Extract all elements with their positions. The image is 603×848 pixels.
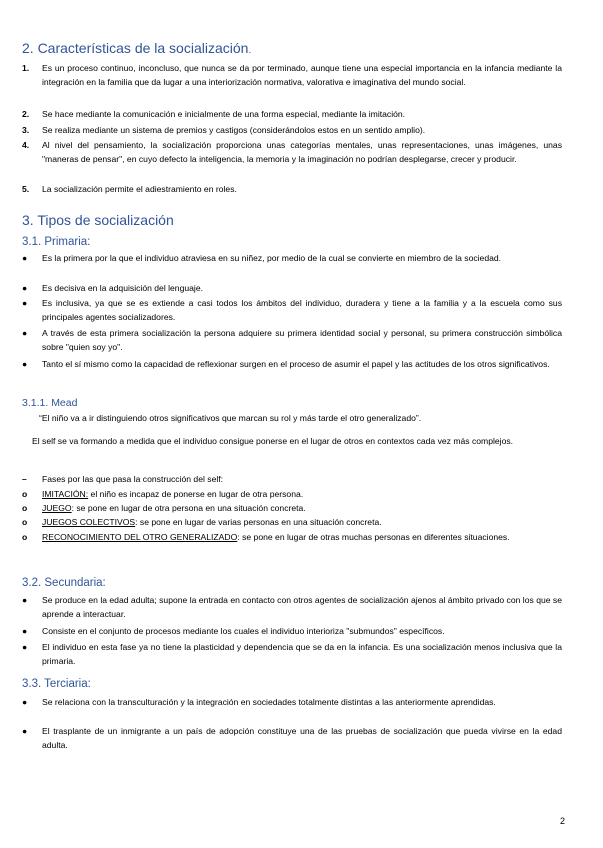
section-3-heading: 3. Tipos de socialización: [22, 212, 174, 228]
primaria-heading: 3.1. Primaria:: [22, 236, 91, 248]
list-item: ● Es la primera por la que el individuo atraviesa en su niñez, por medio de la cual se convierte en miembro de la sociedad.: [22, 253, 502, 263]
mead-paragraph: El self se va formando a medida que el individuo consigue ponerse en el lugar de otros en contextos cada vez más complejos.: [32, 436, 514, 446]
phase-item: o JUEGO: se pone en lugar de otra persona en una situación concreta.: [22, 503, 306, 513]
mead-heading: 3.1.1. Mead: [22, 397, 78, 409]
list-item: ● Es decisiva en la adquisición del lenguaje.: [22, 283, 203, 293]
list-item: ● El trasplante de un inmigrante a un país de adopción constituye una de las pruebas de socialización que pueda vivirse en la edad adulta.: [22, 726, 562, 751]
list-item: ● Tanto el sí mismo como la capacidad de reflexionar surgen en el proceso de asumir el papel y las actitudes de los otros significativos.: [22, 359, 550, 369]
phase-item: o JUEGOS COLECTIVOS: se pone en lugar de varias personas en una situación concreta.: [22, 517, 382, 527]
list-item: 1. Es un proceso continuo, inconcluso, que nunca se da por terminado, aunque tiene una especial importancia en la infancia mediante la integración en la familia que da lugar a una interiorización normativa, valorativa e imaginativa del mundo social.: [22, 63, 562, 88]
list-item: ● El individuo en esta fase ya no tiene la plasticidad y dependencia que se da en la infancia. Es una socialización menos inclusiva que la primaria.: [22, 642, 562, 667]
list-item: ● Es inclusiva, ya que se es extiende a casi todos los ámbitos del individuo, duradera y tiene a la familia y a la escuela como sus principales agentes socializadores.: [22, 298, 562, 323]
phase-item: o IMITACIÓN: el niño es incapaz de ponerse en lugar de otra persona.: [22, 489, 304, 499]
list-item: ● Se relaciona con la transculturación y la integración en sociedades totalmente distintas a las anteriormente aprendidas.: [22, 697, 496, 707]
page-number: 2: [559, 816, 565, 826]
list-item: 3. Se realiza mediante un sistema de premios y castigos (considerándolos estos en un sentido amplio).: [22, 125, 426, 135]
section-2-heading: 2. Características de la socialización.: [22, 40, 252, 56]
mead-quote: “El niño va a ir distinguiendo otros significativos que marcan su rol y más tarde el otro generalizado”.: [39, 413, 422, 423]
list-item: ● Se produce en la edad adulta; supone la entrada en contacto con otros agentes de socialización ajenos al ámbito privado con los que se aprende a interactuar.: [22, 595, 562, 620]
secundaria-heading: 3.2. Secundaria:: [22, 577, 106, 589]
list-item: 5. La socialización permite el adiestramiento en roles.: [22, 184, 237, 194]
list-item: ● A través de esta primera socialización la persona adquiere su primera identidad social y personal, su primera construcción simbólica sobre "quien soy yo".: [22, 328, 562, 353]
list-item: ● Consiste en el conjunto de procesos mediante los cuales el individuo interioriza "submundos" específicos.: [22, 626, 445, 636]
terciaria-heading: 3.3. Terciaria:: [22, 678, 91, 690]
phases-intro: – Fases por las que pasa la construcción del self:: [22, 474, 224, 484]
list-item: 4. Al nivel del pensamiento, la socialización proporciona unas categorías mentales, unas representaciones, unas imágenes, unas "maneras de pensar", en cuyo defecto la inteligencia, la memoria y la imaginación no podrían desplegarse, crecer y producir.: [22, 140, 562, 165]
list-item: 2. Se hace mediante la comunicación e inicialmente de una forma especial, mediante la imitación.: [22, 109, 406, 119]
phase-item: o RECONOCIMIENTO DEL OTRO GENERALIZADO: se pone en lugar de otras muchas personas en diferentes situaciones.: [22, 532, 510, 542]
